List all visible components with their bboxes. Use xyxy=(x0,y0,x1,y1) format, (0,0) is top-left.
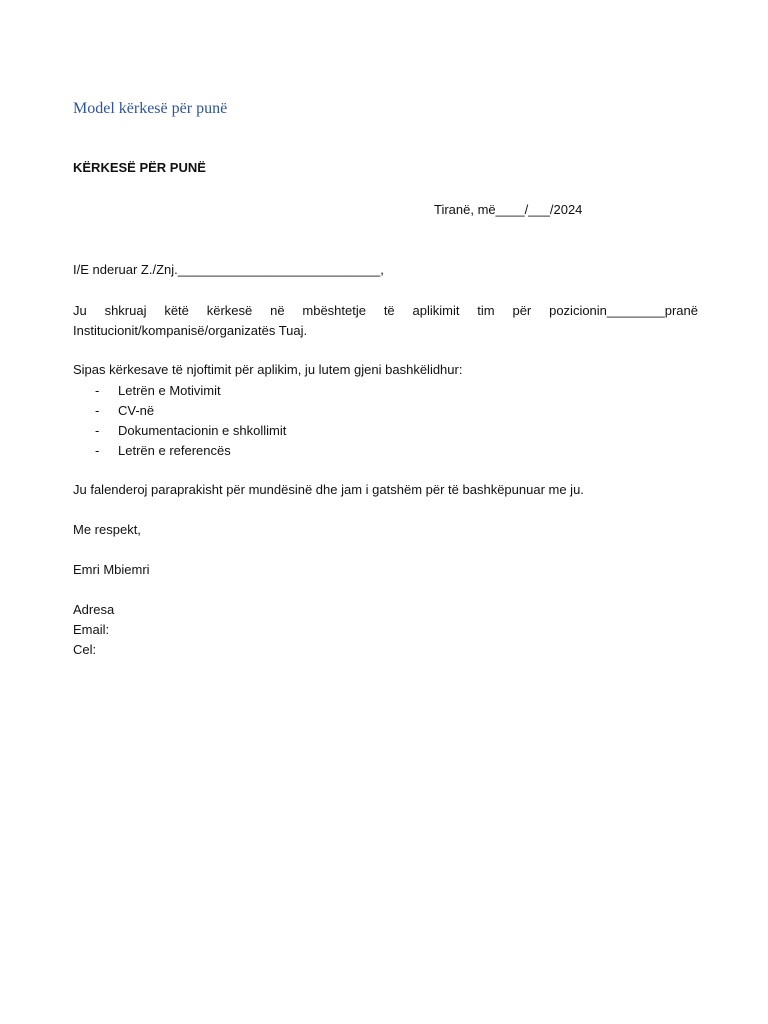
list-item xyxy=(95,401,286,421)
list-item xyxy=(95,441,286,461)
contact-block xyxy=(73,600,114,660)
list-marker: - xyxy=(95,423,100,438)
body-line-2: Institucionit/kompanisë/organizatës Tuaj. xyxy=(73,323,308,338)
list-marker: - xyxy=(95,443,100,458)
closing-line: Me respekt, xyxy=(73,522,141,537)
signature-name: Emri Mbiemri xyxy=(73,562,150,577)
list-item-text: Letrën e Motivimit xyxy=(118,383,221,398)
list-item-text: Dokumentacionin e shkollimit xyxy=(118,423,287,438)
contact-address: Adresa xyxy=(73,602,115,617)
list-item xyxy=(95,381,286,401)
attachments-intro: Sipas kërkesave të njoftimit për aplikim, ju lutem gjeni bashkëlidhur: xyxy=(73,362,463,377)
list-item-text: Letrën e referencës xyxy=(118,443,231,458)
body-line-1: Ju shkruaj këtë kërkesë në mbështetje të aplikimit tim për pozicionin________pranë xyxy=(73,303,698,318)
thanks-paragraph: Ju falenderoj paraprakisht për mundësinë dhe jam i gatshëm për të bashkëpunuar me ju. xyxy=(73,482,584,497)
contact-phone: Cel: xyxy=(73,642,97,657)
list-item xyxy=(95,421,286,441)
document-heading: Model kërkesë për punë xyxy=(73,100,228,117)
greeting-line: I/E nderuar Z./Znj.____________________________, xyxy=(73,262,384,277)
list-marker: - xyxy=(95,403,100,418)
body-paragraph xyxy=(73,301,698,341)
attachments-list xyxy=(95,381,286,461)
date-line: Tiranë, më____/___/2024 xyxy=(434,202,583,217)
contact-email: Email: xyxy=(73,622,110,637)
list-item-text: CV-në xyxy=(118,403,155,418)
letter-subject: KËRKESË PËR PUNË xyxy=(73,160,206,175)
list-marker: - xyxy=(95,383,100,398)
